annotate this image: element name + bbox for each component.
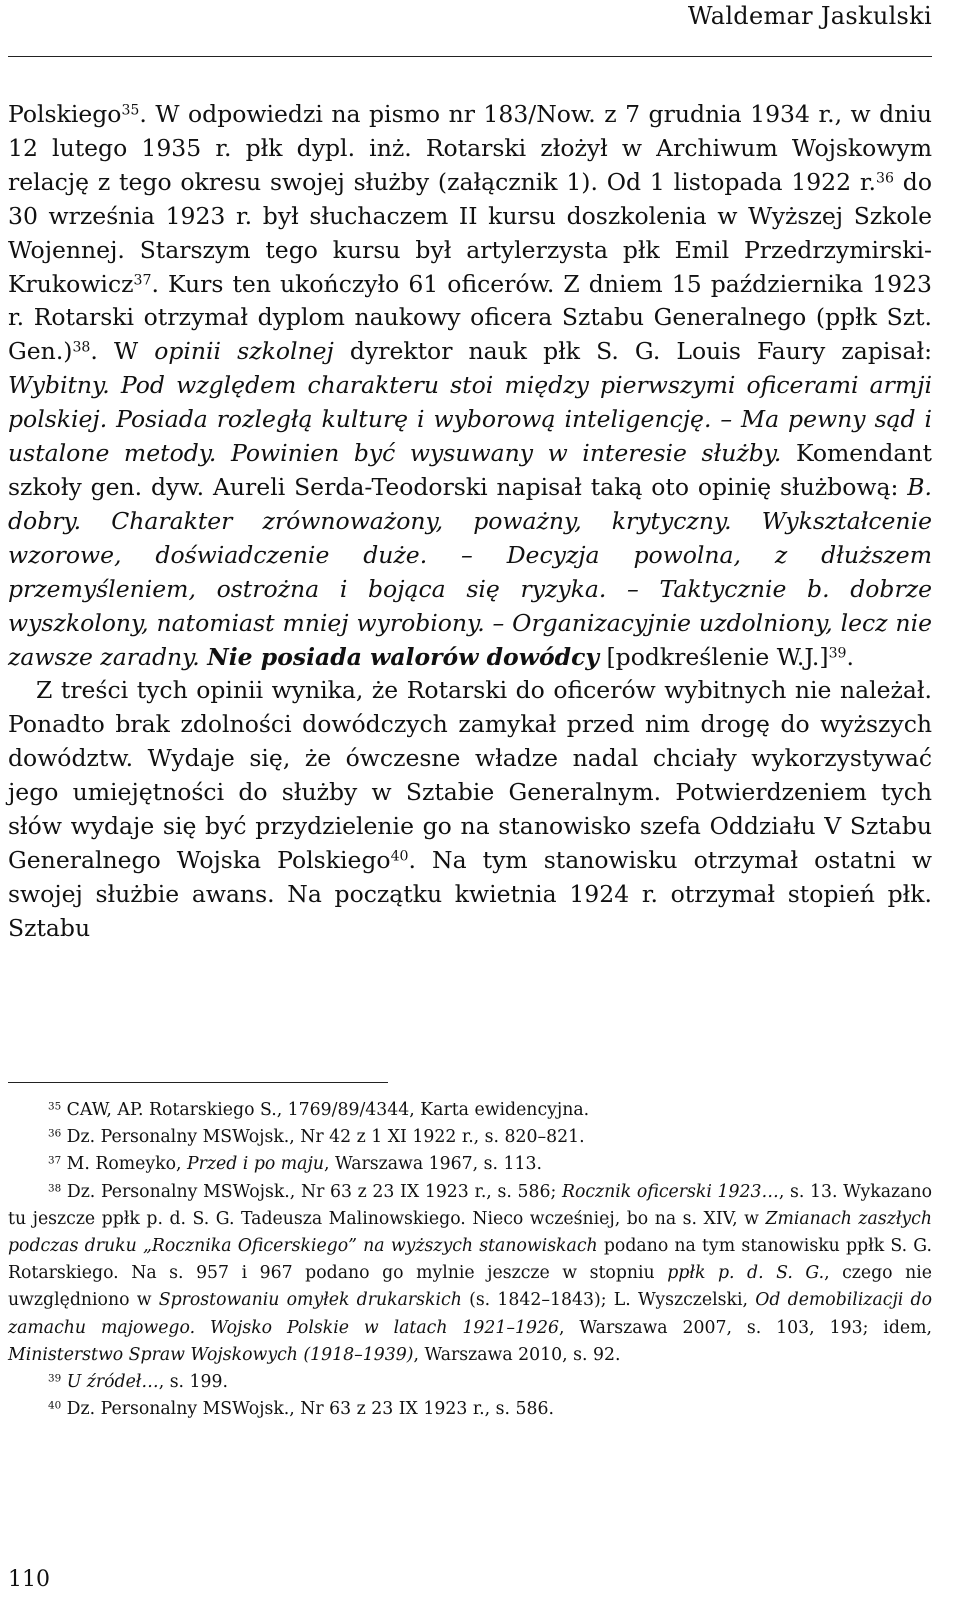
footnote-38 — [8, 1179, 932, 1369]
text-run: . Kurs ten ukończyło 61 oficerów. Z dniem 15 października 1923 r. Rotarski otrzymał dyplom naukowy oficera Sztabu Generalnego (ppłk Szt. Gen.) — [8, 269, 932, 366]
italic-run: Zmianach zaszłych podczas druku „Rocznika Oficerskiego” na wyższych stanowiskach — [8, 1208, 932, 1257]
bold-italic-quote: Nie posiada walorów dowódcy — [207, 642, 600, 671]
italic-run: Sprostowaniu omyłek drukarskich — [158, 1290, 462, 1311]
footnotes — [8, 1097, 932, 1423]
footnote-ref-39: 39 — [828, 644, 847, 661]
text-run: . W — [90, 337, 155, 366]
footnote-36 — [8, 1124, 932, 1151]
italic-run: opinii szkolnej — [154, 337, 334, 366]
text-run: M. Romeyko, — [61, 1154, 188, 1175]
text-run: (s. 1842–1843); L. Wyszczelski, — [461, 1290, 756, 1311]
header-rule — [8, 56, 932, 57]
footnote-ref-35: 35 — [121, 102, 140, 119]
text-run: Dz. Personalny MSWojsk., Nr 63 z 23 IX 1923 r., s. 586; — [61, 1181, 562, 1202]
footnote-ref-37: 37 — [133, 271, 152, 288]
main-text — [8, 98, 932, 946]
italic-run: Przed i po maju — [187, 1154, 324, 1175]
footnote-39 — [8, 1369, 932, 1396]
italic-run: Rocznik oficerski 1923… — [561, 1181, 779, 1202]
body-paragraph-2 — [8, 674, 932, 945]
footnote-number: 36 — [48, 1127, 62, 1140]
text-run: , Warszawa 2010, s. 92. — [413, 1344, 621, 1365]
footnote-ref-36: 36 — [876, 170, 894, 187]
italic-run: Ministerstwo Spraw Wojskowych (1918–1939) — [8, 1344, 414, 1365]
footnote-35 — [8, 1097, 932, 1124]
running-head-author: Waldemar Jaskulski — [687, 2, 932, 30]
footnote-number: 38 — [48, 1181, 62, 1194]
text-run: dyrektor nauk płk S. G. Louis Faury zapisał: — [333, 337, 932, 366]
footnote-number: 40 — [48, 1399, 62, 1412]
italic-quote: Wybitny. Pod względem charakteru stoi między pierwszymi oficerami armji polskiej. Posiada rozległą kulturę i wyborową inteligencję. – Ma pewny sąd i ustalone metody. Powinien być wysuwany w interesie służby. — [8, 371, 932, 468]
footnote-ref-38: 38 — [72, 339, 91, 356]
text-run: . Na tym stanowisku otrzymał ostatni w swojej służbie awans. Na początku kwietnia 1924 r. otrzymał stopień płk. Sztabu — [8, 845, 932, 942]
footnote-37 — [8, 1151, 932, 1178]
text-run: , czego nie uwzględniono w — [8, 1263, 933, 1311]
text-run: [podkreślenie W.J.] — [599, 642, 829, 671]
text-run: Polskiego — [8, 100, 122, 128]
footnote-number: 39 — [48, 1372, 62, 1385]
italic-quote: B. dobry. Charakter zrównoważony, poważny, krytyczny. Wykształcenie wzorowe, doświadczenie duże. – Decyzja powolna, z dłuższem przemyśleniem, ostrożna i bojąca się ryzyka. – Taktycznie b. dobrze wyszkolony, natomiast mniej wyrobiony. – Organizacyjnie uzdolniony, lecz nie zawsze zaradny. — [8, 472, 932, 671]
text-run: , Warszawa 2007, s. 103, 193; idem, — [559, 1317, 933, 1338]
text-run: . — [846, 642, 854, 671]
footnote-separator — [8, 1082, 388, 1083]
text-run: , s. 199. — [158, 1372, 229, 1393]
italic-run: U źródeł… — [66, 1372, 159, 1393]
text-run: CAW, AP. Rotarskiego S., 1769/89/4344, Karta ewidencyjna. — [61, 1100, 590, 1120]
footnote-40 — [8, 1396, 932, 1423]
footnote-number: 35 — [48, 1100, 62, 1113]
page-number: 110 — [8, 1567, 50, 1592]
text-run: Dz. Personalny MSWojsk., Nr 63 z 23 IX 1923 r., s. 586. — [61, 1399, 554, 1420]
text-run: Dz. Personalny MSWojsk., Nr 42 z 1 XI 1922 r., s. 820–821. — [61, 1127, 585, 1148]
footnote-number: 37 — [48, 1154, 62, 1167]
page-header — [0, 0, 960, 62]
text-run: , Warszawa 1967, s. 113. — [323, 1154, 542, 1175]
text-run: , s. 13. Wykazano tu jeszcze ppłk p. d. S. G. Tadeusza Malinowskiego. Nieco wcześniej, bo na s. XIV, w — [8, 1181, 932, 1229]
text-run: Z treści tych opinii wynika, że Rotarski do oficerów wybitnych nie należał. Ponadto brak zdolności dowódczych zamykał przed nim drogę do wyższych dowództw. Wydaje się, że ówczesne władze nadal chciały wykorzystywać jego umiejętności do służby w Sztabie Generalnym. Potwierdzeniem tych słów wydaje się być przydzielenie go na stanowisko szefa Oddziału V Sztabu Generalnego Wojska Polskiego — [8, 676, 932, 874]
italic-run: ppłk p. d. S. G. — [667, 1263, 825, 1284]
footnote-ref-40: 40 — [390, 848, 409, 865]
italic-run: Od demobilizacji do zamachu majowego. Wojsko Polskie w latach 1921–1926 — [8, 1290, 933, 1338]
text-run: podano na tym stanowisku ppłk S. G. Rotarskiego. Na s. 957 i 967 podano go mylnie jeszcze w stopniu — [8, 1236, 932, 1284]
text-run: Komendant szkoły gen. dyw. Aureli Serda-Teodorski napisał taką oto opinię służbową: — [8, 439, 932, 501]
text-run: . W odpowiedzi na pismo nr 183/Now. z 7 grudnia 1934 r., w dniu 12 lutego 1935 r. płk dypl. inż. Rotarski złożył w Archiwum Wojskowym relację z tego okresu swojej służby (załącznik 1). Od 1 listopada 1922 r. — [8, 100, 932, 196]
text-run: do 30 września 1923 r. był słuchaczem II kursu doszkolenia w Wyższej Szkole Wojennej. Starszym tego kursu był artylerzysta płk Emil Przedrzymirski-Krukowicz — [8, 167, 932, 298]
body-paragraph-1 — [8, 98, 932, 674]
